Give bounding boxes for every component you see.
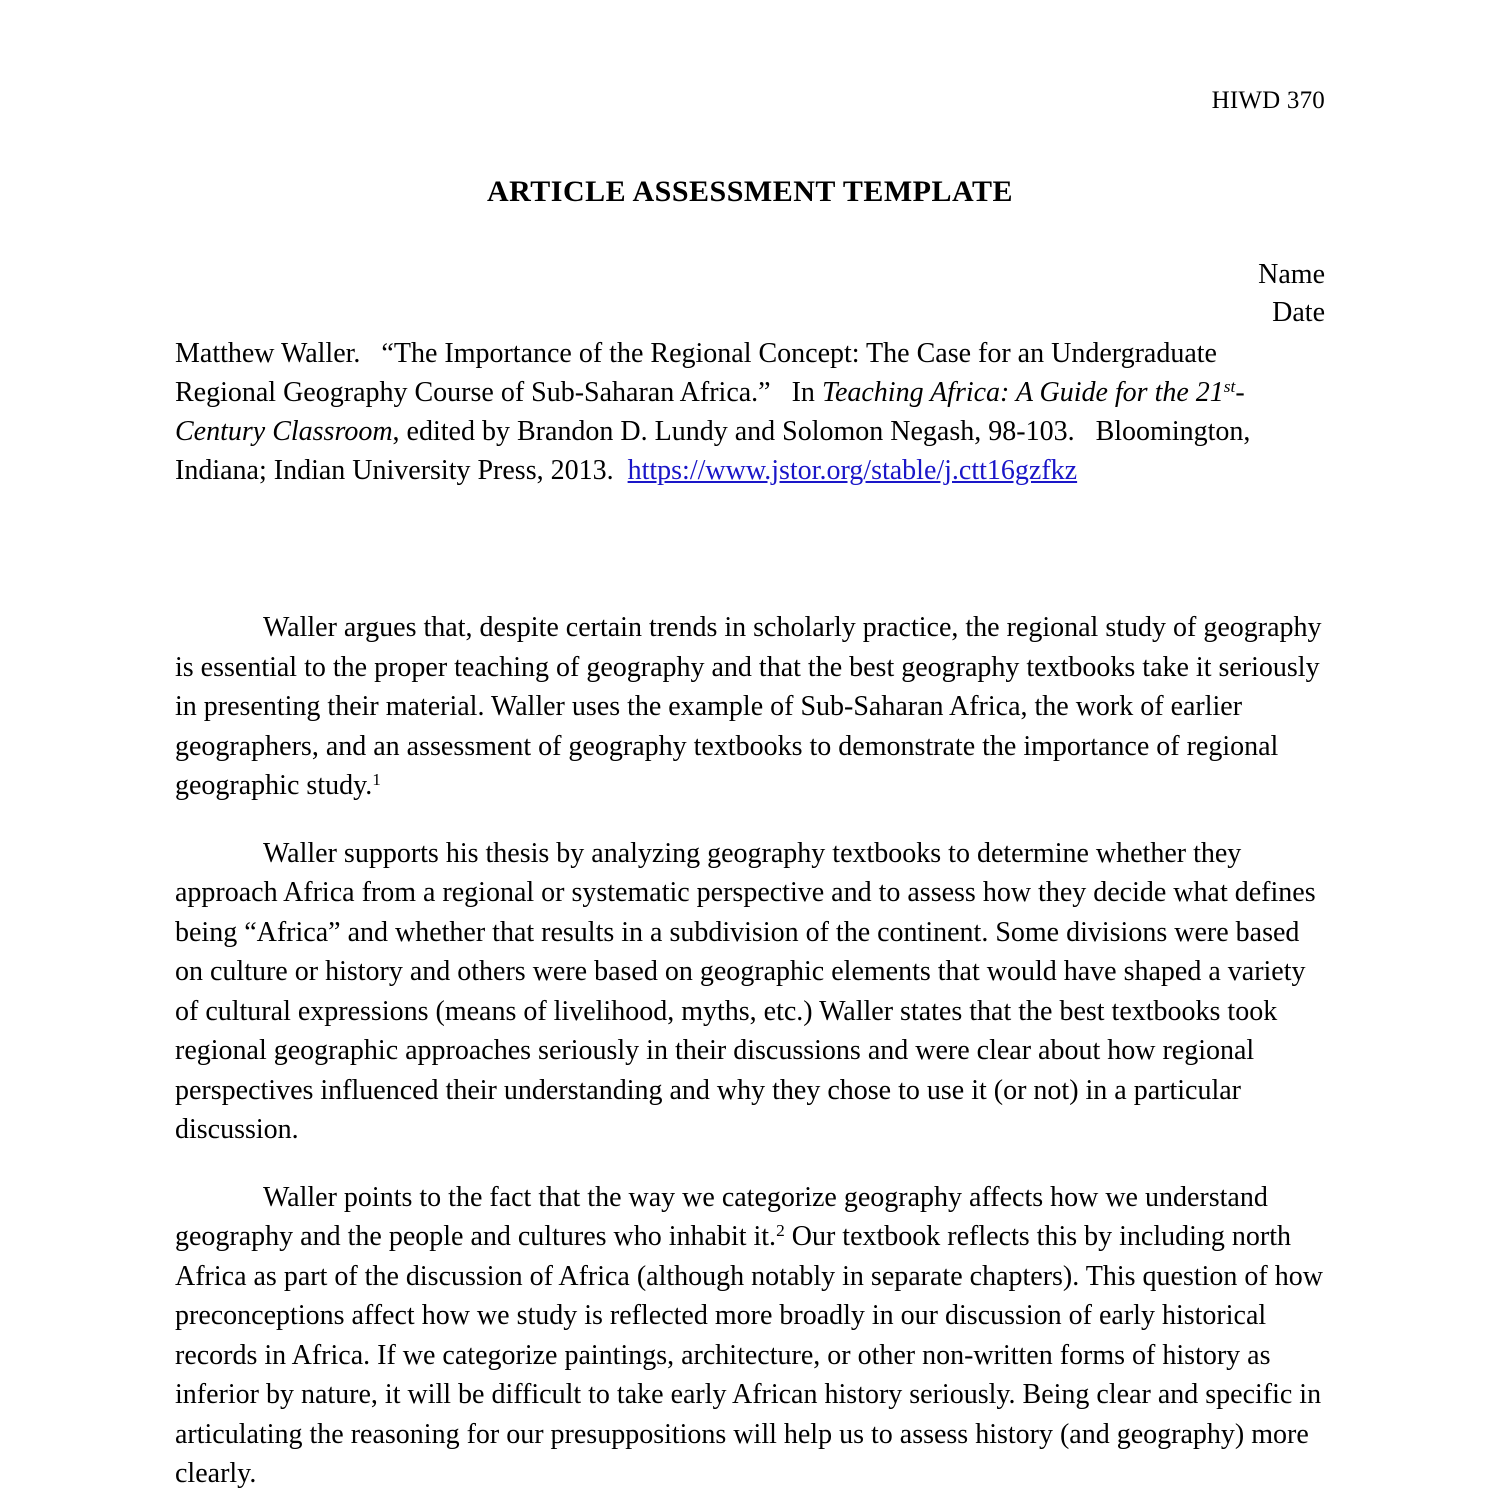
document-content (175, 0, 1325, 1494)
name-date-block (175, 256, 1325, 332)
course-header: HIWD 370 (1211, 87, 1325, 114)
citation-in-word: In (791, 377, 815, 408)
paragraph-3-text-after: Our textbook reflects this by including north Africa as part of the discussion of Africa (although notably in separate chapters). This question of how preconceptions affect how we study is reflected more broadly in our discussion of early historical records in Africa. If we categorize paintings, architecture, or other non-written forms of history as inferior by nature, it will be difficult to take early African history seriously. Being clear and specific in articulating the reasoning for our presuppositions will help us to assess history (and geography) more clearly. (175, 1221, 1323, 1489)
footnote-marker-1: 1 (372, 769, 381, 789)
citation-book-title-superscript: st (1223, 376, 1236, 396)
citation-book-title-part1: Teaching Africa: A Guide for the 21 (821, 377, 1224, 408)
citation-url-link[interactable]: https://www.jstor.org/stable/j.ctt16gzfkz (627, 455, 1078, 486)
paragraph-3-text: Waller points to the fact that the way we categorize geography affects how we understand geography and the people and cultures who inhabit it. (175, 1181, 1268, 1252)
paragraph-1-text: Waller argues that, despite certain trends in scholarly practice, the regional study of geography is essential to the proper teaching of geography and that the best geography textbooks take it seriously in presenting their material. Waller uses the example of Sub-Saharan Africa, the work of earlier geographers, and an assessment of geography textbooks to demonstrate the importance of regional geographic study. (175, 612, 1322, 801)
paragraph-3 (175, 1178, 1325, 1494)
citation-editors: , edited by Brandon D. Lundy and Solomon Negash, 98-103. (392, 416, 1075, 447)
citation-author: Matthew Waller. (175, 338, 361, 369)
name-label: Name (1258, 259, 1325, 290)
paragraph-2 (175, 834, 1325, 1150)
date-label: Date (1272, 297, 1325, 328)
citation-article-title: “The Importance of the Regional Concept: The Case for an Undergraduate Regional Geography Course of Sub-Saharan Africa.” (175, 338, 1217, 408)
footnote-marker-2: 2 (776, 1220, 785, 1240)
citation-block (175, 334, 1325, 490)
page-title: ARTICLE ASSESSMENT TEMPLATE (487, 175, 1013, 208)
paragraph-1 (175, 608, 1325, 806)
citation-publisher: Bloomington, Indiana; Indian University Press, 2013. (175, 416, 1251, 486)
citation-book-title-part2: -Century Classroom (175, 377, 1245, 447)
paragraph-2-text: Waller supports his thesis by analyzing geography textbooks to determine whether they approach Africa from a regional or systematic perspective and to assess how they decide what defines being “Africa” and whether that results in a subdivision of the continent. Some divisions were based on culture or history and others were based on geographic elements that would have shaped a variety of cultural expressions (means of livelihood, myths, etc.) Waller states that the best textbooks took regional geographic approaches seriously in their discussions and were clear about how regional perspectives influenced their understanding and why they chose to use it (or not) in a particular discussion. (175, 837, 1316, 1145)
